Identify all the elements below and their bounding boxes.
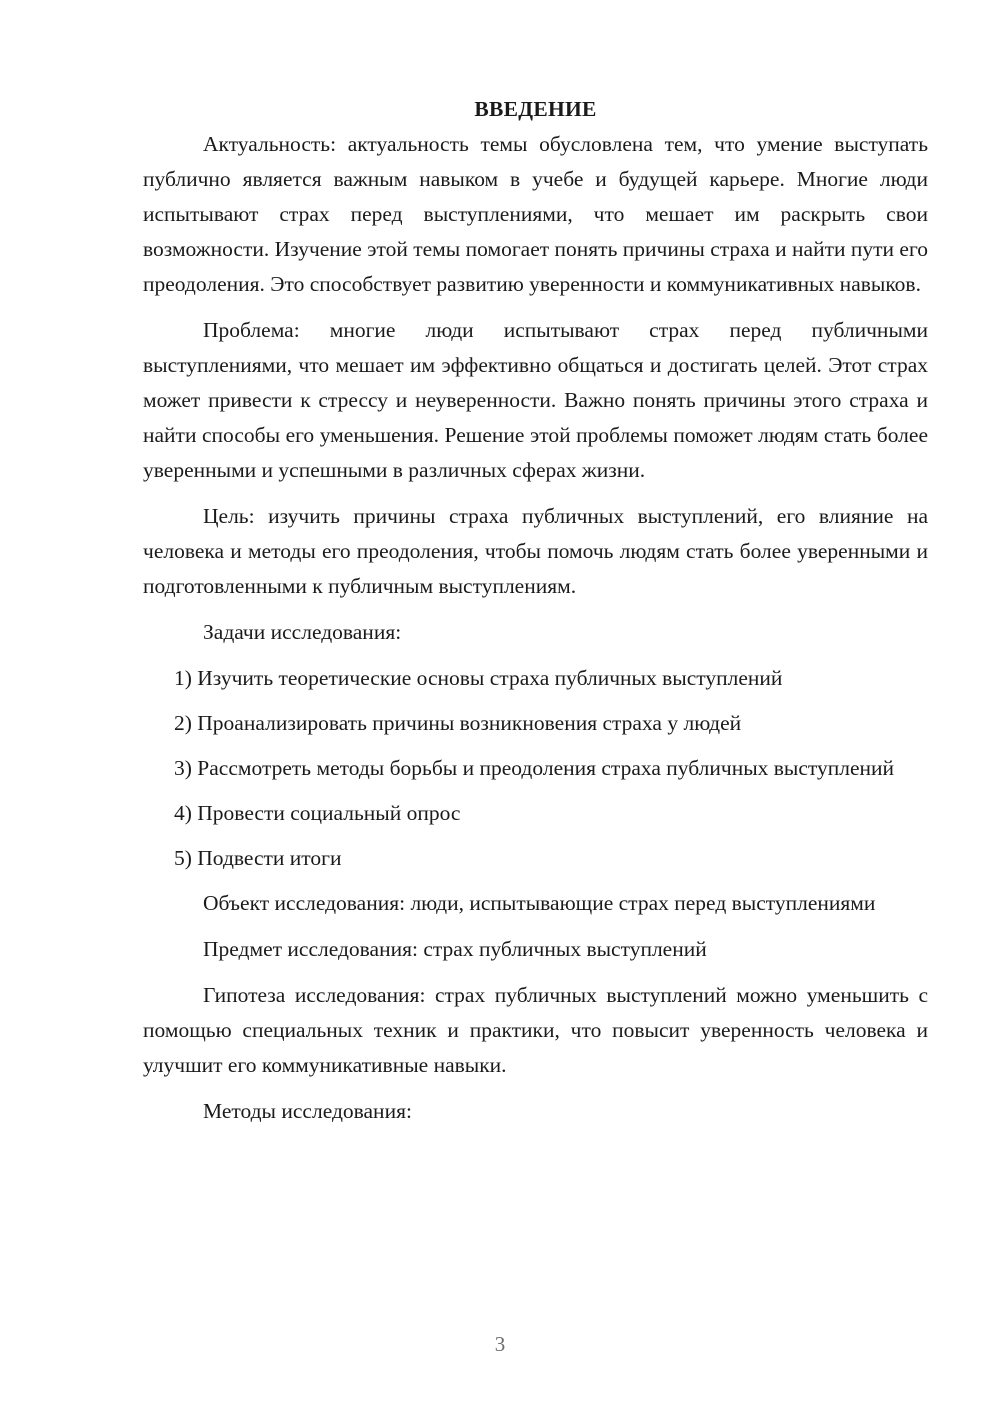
- list-item: 3) Рассмотреть методы борьбы и преодоления страха публичных выступлений: [174, 756, 895, 780]
- list-item: 4) Провести социальный опрос: [174, 801, 461, 825]
- paragraph-tasks-intro: Задачи исследования:: [203, 620, 402, 644]
- paragraph-goal: Цель: изучить причины страха публичных выступлений, его влияние на человека и методы его преодоления, чтобы помочь людям стать более уверенными и подготовленными к публичным выступлениям.: [143, 504, 928, 598]
- page-number: 3: [494, 1332, 506, 1356]
- page-title: ВВЕДЕНИЕ: [474, 97, 597, 121]
- list-item: 2) Проанализировать причины возникновения страха у людей: [174, 711, 742, 735]
- paragraph-hypothesis: Гипотеза исследования: страх публичных выступлений можно уменьшить с помощью специальных техник и практики, что повысит уверенность человека и улучшит его коммуникативные навыки.: [143, 983, 928, 1077]
- list-item: 1) Изучить теоретические основы страха публичных выступлений: [174, 666, 783, 690]
- paragraph-object: Объект исследования: люди, испытывающие страх перед выступлениями: [203, 891, 876, 915]
- paragraph-problem: Проблема: многие люди испытывают страх перед публичными выступлениями, что мешает им эффективно общаться и достигать целей. Этот страх может привести к стрессу и неуверенности. Важно понять причины этого страха и найти способы его уменьшения. Решение этой проблемы поможет людям стать более уверенными и успешными в различных сферах жизни.: [143, 318, 928, 482]
- paragraph-relevance: Актуальность: актуальность темы обусловлена тем, что умение выступать публично является важным навыком в учебе и будущей карьере. Многие люди испытывают страх перед выступлениями, что мешает им раскрыть свои возможности. Изучение этой темы помогает понять причины страха и найти пути его преодоления. Это способствует развитию уверенности и коммуникативных навыков.: [143, 132, 928, 296]
- document-page: [143, 92, 928, 1140]
- list-item: 5) Подвести итоги: [174, 846, 342, 870]
- paragraph-methods: Методы исследования:: [203, 1099, 412, 1123]
- paragraph-subject: Предмет исследования: страх публичных выступлений: [203, 937, 707, 961]
